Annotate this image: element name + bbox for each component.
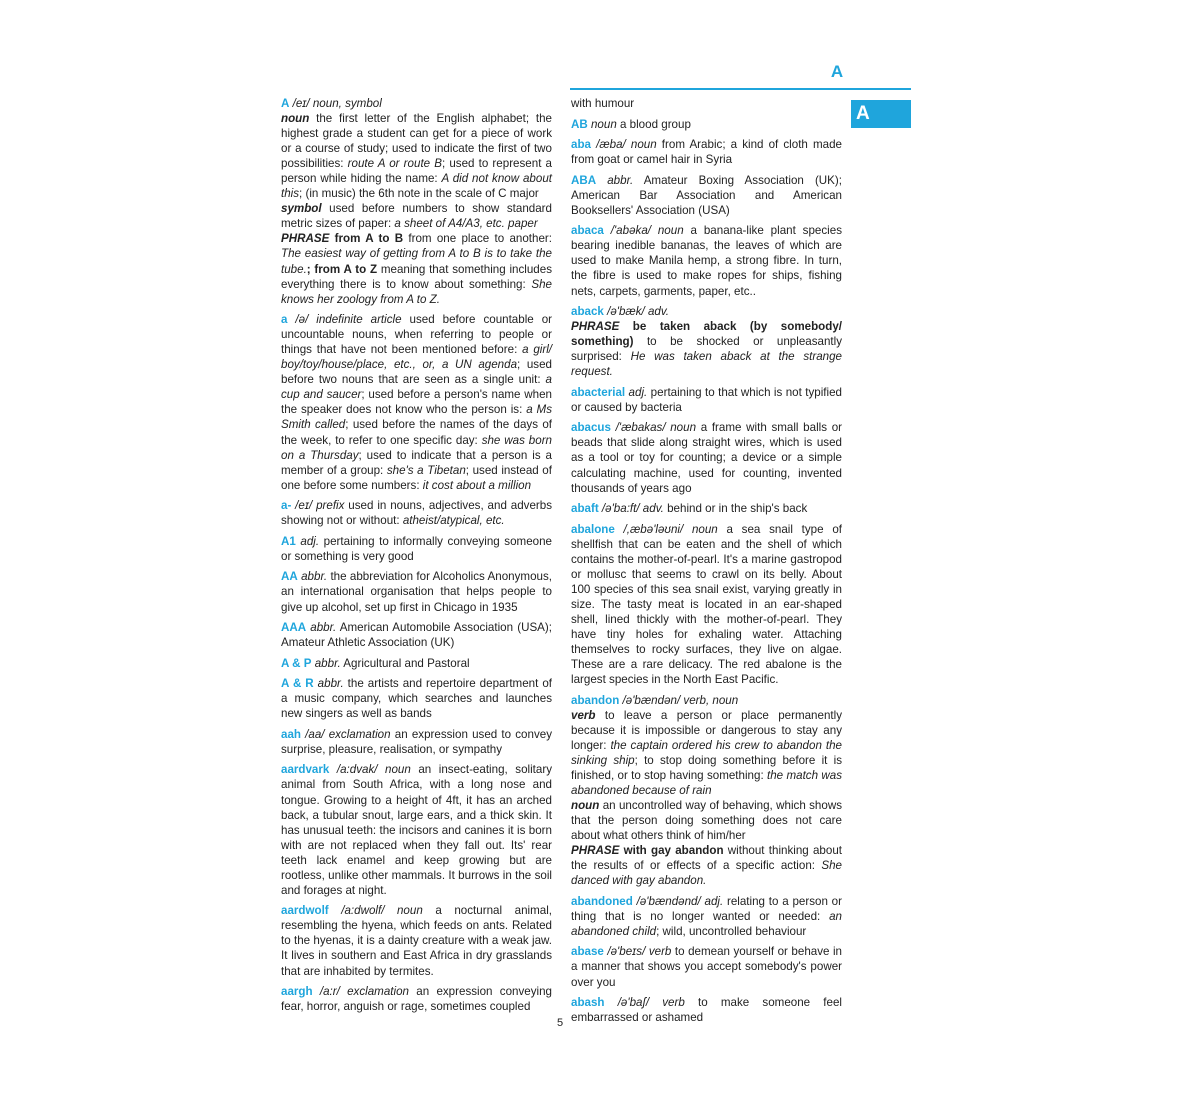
headword: A xyxy=(281,97,290,110)
headword: aah xyxy=(281,727,301,741)
example: a cup and saucer xyxy=(281,373,552,402)
entry-a-prefix xyxy=(281,498,552,528)
definition: to be shocked or unpleasantly surprised: xyxy=(571,335,842,364)
example: a girl/ boy/toy/house/place, etc., or, a UN agenda xyxy=(281,343,552,372)
entry-abase xyxy=(571,944,842,989)
definition: meaning that something includes everything there is to know about something: xyxy=(281,262,552,291)
entry-abalone xyxy=(571,522,842,688)
entry-aba xyxy=(571,137,842,167)
definition: ; to stop doing something before it is finished, or to stop having something: xyxy=(571,753,842,782)
definition: a banana-like plant species bearing inedible bananas, the leaves of which are used to make Manila hemp, a strong fibre. In turn, the fibre is used to make ropes for ships, fishing nets, carpets, garments, paper, etc.. xyxy=(571,224,842,298)
example: The easiest way of getting from A to B is to take the tube. xyxy=(281,247,552,276)
part-of-speech: adj. xyxy=(295,534,320,548)
part-of-speech: abbr. xyxy=(306,621,337,635)
definition: without thinking about the results of or effects of a specific action: xyxy=(571,844,842,873)
definition: to demean yourself or behave in a manner that shows you accept somebody's power over you xyxy=(571,945,843,989)
example: she was born on a Thursday xyxy=(281,433,552,462)
part-of-speech: abbr. xyxy=(313,677,344,691)
pronunciation: /eɪ/ noun, symbol xyxy=(292,97,382,110)
headword: abacterial xyxy=(571,385,626,399)
phrase: be taken aback (by somebody/ something) xyxy=(571,320,842,349)
right-column xyxy=(571,96,842,1031)
definition: an expression used to convey surprise, pleasure, realisation, or sympathy xyxy=(281,727,552,756)
example: a sheet of A4/A3, etc. paper xyxy=(394,217,538,231)
definition: a nocturnal animal, resembling the hyena, which feeds on ants. Related to the hyenas, it is a dainty creature with a weak jaw. It lives in southern and East Africa in dry grasslands that are inhabited by termites. xyxy=(281,904,552,978)
entry-abaca xyxy=(571,223,842,298)
definition: relating to a person or thing that is no longer wanted or needed: xyxy=(571,894,842,923)
definition: Agricultural and Pastoral xyxy=(340,656,470,670)
entry-ABA xyxy=(571,173,842,218)
headword: AAA xyxy=(281,621,307,635)
entry-aardwolf xyxy=(281,903,552,978)
definition: pertaining to informally conveying someone or something is very good xyxy=(281,534,553,563)
headword: AB xyxy=(571,117,588,131)
label: PHRASE xyxy=(281,232,330,246)
definition: used before numbers to show standard metric sizes of paper: xyxy=(281,202,552,231)
headword: aardwolf xyxy=(281,904,329,918)
entry-AB xyxy=(571,117,842,132)
headword: abalone xyxy=(571,522,615,536)
entry-abash xyxy=(571,995,842,1025)
headword: A1 xyxy=(281,534,296,548)
pronunciation: /ə'beɪs/ verb xyxy=(603,945,672,959)
entry-a xyxy=(281,312,552,493)
example: atheist/atypical, etc. xyxy=(402,514,505,528)
entry-A-and-P xyxy=(281,656,552,671)
headword: abandon xyxy=(571,693,620,707)
pronunciation: /ə'bændənd/ adj. xyxy=(632,894,724,908)
pronunciation: /ə'bæk/ adv. xyxy=(603,305,670,319)
example: A did not know about this xyxy=(281,172,552,201)
left-column xyxy=(281,96,552,1020)
label: PHRASE xyxy=(571,320,620,334)
page-number: 5 xyxy=(556,1017,564,1029)
definition: behind or in the ship's back xyxy=(663,502,808,516)
definition: ; used instead of one before some numbers: xyxy=(281,463,552,492)
definition: an insect-eating, solitary animal from South Africa, with a long nose and tongue. Growing to a height of 4ft, it has an arched back, a tubular snout, large ears, and a thick skin. It has unusual teeth: the incisors and canines it is born with are not replaced when they fall out. Its' rear teeth lack enamel and keep growing but are rootless, unlike other mammals. It burrows in the soil and forages at night. xyxy=(281,763,552,897)
example: the match was abandoned because of rain xyxy=(571,768,843,797)
example: an abandoned child xyxy=(571,909,842,938)
part-of-speech: abbr. xyxy=(311,656,341,670)
entry-aback xyxy=(571,304,842,379)
definition: ; used before the names of the days of the week, to refer to one specific day: xyxy=(281,418,552,447)
pronunciation: /eɪ/ prefix xyxy=(291,499,345,513)
pronunciation: /æba/ noun xyxy=(590,138,657,152)
entry-abandon xyxy=(571,693,842,889)
entry-A xyxy=(281,96,552,307)
definition: ; used to indicate that a person is a member of a group: xyxy=(281,448,552,477)
entry-A-and-R xyxy=(281,676,552,721)
definition: ; used before a person's name when the speaker does not know who the person is: xyxy=(281,388,553,417)
phrase: ; from A to Z xyxy=(306,262,378,276)
headword: abacus xyxy=(571,421,611,435)
definition: ; (in music) the 6th note in the scale of C major xyxy=(299,187,539,201)
part-of-speech: adj. xyxy=(625,385,648,399)
entry-abacus xyxy=(571,420,842,495)
entry-AAA xyxy=(281,620,552,650)
definition: ; wild, uncontrolled behaviour xyxy=(656,924,807,938)
definition: American Automobile Association (USA); Amateur Athletic Association (UK) xyxy=(281,621,552,650)
entry-aardvark xyxy=(281,762,552,897)
headword: abaft xyxy=(571,502,599,516)
definition: the artists and repertoire department of a music company, which searches and launches new singers as well as bands xyxy=(281,677,552,721)
entry-continuation xyxy=(571,96,842,111)
definition: a blood group xyxy=(616,117,691,131)
phrase: from A to B xyxy=(329,232,404,246)
pronunciation: /,æbə'ləʊni/ noun xyxy=(614,522,718,536)
headword: abandoned xyxy=(571,894,633,908)
definition: an uncontrolled way of behaving, which shows that the person doing something does not care about what others think of him/her xyxy=(571,799,842,843)
definition: Amateur Boxing Association (UK); American Bar Association and American Booksellers' Association (USA) xyxy=(571,173,842,217)
headword: aargh xyxy=(281,985,313,999)
entry-aah xyxy=(281,727,552,757)
pronunciation: /a:dwolf/ noun xyxy=(328,904,423,918)
label: symbol xyxy=(281,202,322,216)
pronunciation: /'abəka/ noun xyxy=(603,224,684,238)
definition: used in nouns, adjectives, and adverbs showing not or without: xyxy=(281,499,553,528)
part-of-speech: noun xyxy=(587,117,617,131)
entry-aargh xyxy=(281,984,552,1014)
definition: an expression conveying fear, horror, anguish or rage, sometimes coupled xyxy=(281,985,552,1014)
definition: a frame with small balls or beads that slide along straight wires, which is used as a tool or toy for counting; a device or a simple calculating machine, used for counting, invented thousands of years ago xyxy=(571,421,843,495)
headword: a xyxy=(281,313,288,327)
pronunciation: /ə'bændən/ verb, noun xyxy=(619,693,739,707)
headword: aardvark xyxy=(281,763,330,777)
entry-AA xyxy=(281,569,552,614)
pronunciation: /a:r/ exclamation xyxy=(312,985,409,999)
entry-abaft xyxy=(571,501,842,516)
definition: a sea snail type of shellfish that can be eaten and the shell of which contains the mother-of-pearl. It's a marine gastropod or mollusc that seems to crawl on its belly. About 100 species of this sea snail exist, varying greatly in size. The tasty meat is located in an ear-shaped shell, lined thickly with the mother-of-pearl. They have tiny holes for exhaling water. Attaching themselves to rocky surfaces, they live on algae. These are a rare delicacy. The red abalone is the largest species in the North East Pacific. xyxy=(571,522,842,687)
example: it cost about a million xyxy=(422,478,532,492)
header-rule xyxy=(570,88,911,90)
pronunciation: /ə'ba:ft/ adv. xyxy=(598,502,664,516)
headword: abash xyxy=(571,996,605,1010)
entry-abandoned xyxy=(571,894,842,939)
phrase: with gay abandon xyxy=(619,844,724,858)
definition: to leave a person or place permanently because it is impossible or dangerous to stay any longer: xyxy=(571,708,842,752)
headword: AA xyxy=(281,570,298,584)
headword: aback xyxy=(571,305,604,319)
label: verb xyxy=(571,708,596,722)
headword: aba xyxy=(571,138,591,152)
definition: ; used before two nouns that are seen as a single unit: xyxy=(281,358,552,387)
entry-A1 xyxy=(281,534,552,564)
definition: from one place to another: xyxy=(403,232,552,246)
pronunciation: /ə/ indefinite article xyxy=(287,313,402,327)
definition: ; used to represent a person while hiding the name: xyxy=(281,157,553,186)
definition: with humour xyxy=(571,97,635,110)
definition: pertaining to that which is not typified or caused by bacteria xyxy=(571,385,843,414)
pronunciation: /'æbakas/ noun xyxy=(610,421,697,435)
example: the captain ordered his crew to abandon the sinking ship xyxy=(571,738,843,767)
definition: from Arabic; a kind of cloth made from goat or camel hair in Syria xyxy=(571,138,842,167)
pronunciation: /a:dvak/ noun xyxy=(329,763,411,777)
definition: the abbreviation for Alcoholics Anonymous, an international organisation that helps people to give up alcohol, set up first in Chicago in 1935 xyxy=(281,570,552,614)
example: He was taken aback at the strange request. xyxy=(571,350,842,379)
running-head-letter: A xyxy=(830,62,844,81)
headword: A & R xyxy=(281,677,314,691)
label: noun xyxy=(571,799,600,813)
thumb-index-tab: A xyxy=(851,100,911,128)
example: She danced with gay abandon. xyxy=(571,859,842,888)
example: She knows her zoology from A to Z. xyxy=(281,277,552,306)
definition: to make someone feel embarrassed or ashamed xyxy=(571,996,842,1025)
entry-abacterial xyxy=(571,385,842,415)
definition: the first letter of the English alphabet; the highest grade a student can get for a piece of work or a course of study; used to indicate the first of two possibilities: xyxy=(281,112,552,171)
headword: ABA xyxy=(571,173,597,187)
pronunciation: /ə'baʃ/ verb xyxy=(604,996,685,1010)
headword: abase xyxy=(571,945,604,959)
label: PHRASE xyxy=(571,844,620,858)
example: she's a Tibetan xyxy=(386,463,466,477)
headword: a- xyxy=(281,499,292,513)
definition: used before countable or uncountable nouns, when referring to people or things that have not been mentioned before: xyxy=(281,313,552,357)
example: route A or route B xyxy=(347,157,442,171)
part-of-speech: abbr. xyxy=(297,570,328,584)
label: noun xyxy=(281,112,310,126)
headword: abaca xyxy=(571,224,604,238)
example: a Ms Smith called xyxy=(281,403,553,432)
headword: A & P xyxy=(281,656,312,670)
pronunciation: /aa/ exclamation xyxy=(300,727,391,741)
part-of-speech: abbr. xyxy=(596,173,634,187)
